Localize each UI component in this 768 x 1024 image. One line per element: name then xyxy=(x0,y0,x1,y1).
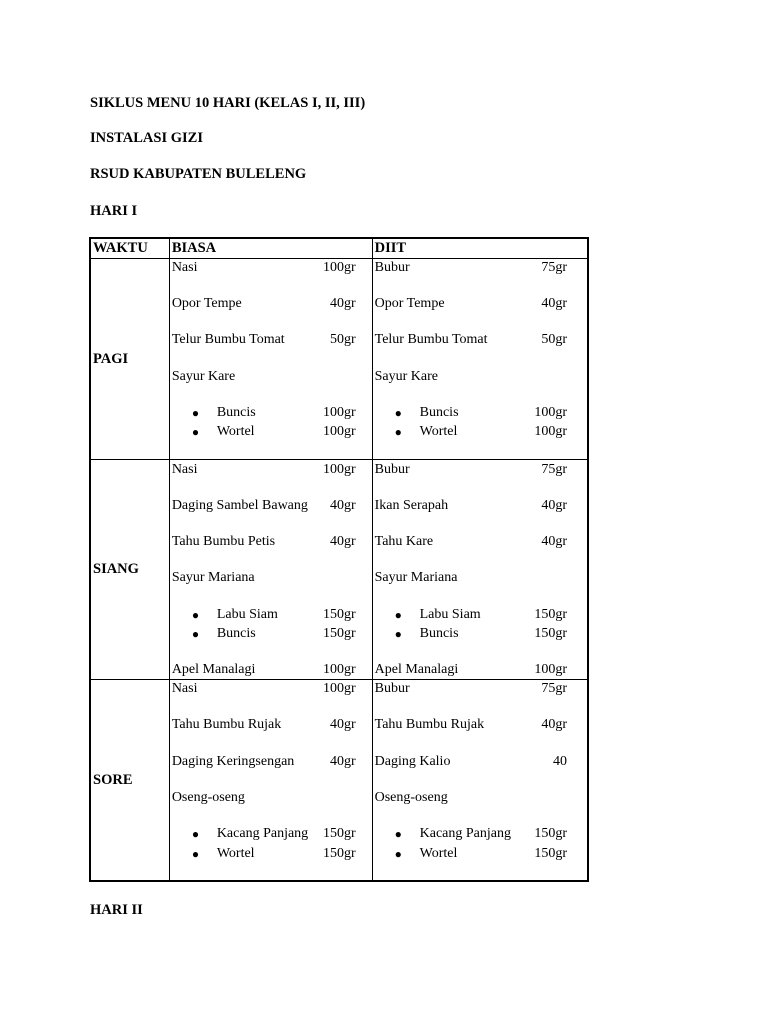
hospital-name: RSUD KABUPATEN BULELENG xyxy=(90,166,307,182)
biasa-siang-item-name: Sayur Mariana xyxy=(171,570,255,585)
diit-siang-item-name: Labu Siam xyxy=(419,607,481,622)
diit-sore-item-name: Kacang Panjang xyxy=(419,826,511,841)
table-row-sore xyxy=(90,680,588,882)
diit-pagi-item-qty: 100gr xyxy=(534,424,567,439)
header-diit: DIIT xyxy=(372,238,588,259)
biasa-pagi-item-name: Nasi xyxy=(171,260,198,275)
diit-sore-item-name: Tahu Bumbu Rujak xyxy=(374,717,485,732)
biasa-sore-item-qty: 40gr xyxy=(329,717,356,732)
biasa-sore-item-name: Kacang Panjang xyxy=(216,826,309,841)
diit-siang-item-qty: 100gr xyxy=(534,662,567,677)
waktu-pagi: PAGI xyxy=(90,259,169,460)
biasa-siang-item-name: Tahu Bumbu Petis xyxy=(171,534,276,549)
diit-pagi-item-qty: 100gr xyxy=(534,405,567,420)
diit-sore-item-qty: 40 xyxy=(553,754,567,769)
biasa-siang-item-name: Daging Sambel Bawang xyxy=(171,498,308,513)
biasa-siang-item-qty: 40gr xyxy=(329,498,356,513)
diit-siang-item-qty: 150gr xyxy=(534,607,567,622)
diit-pagi-item-name: Sayur Kare xyxy=(374,369,438,384)
biasa-siang-item-qty: 100gr xyxy=(322,662,356,677)
biasa-siang-item-name: Labu Siam xyxy=(216,607,278,622)
diit-pagi-item-qty: 75gr xyxy=(541,260,567,275)
diit-pagi-item-name: Opor Tempe xyxy=(374,296,445,311)
diit-sore-item-qty: 40gr xyxy=(541,717,567,732)
biasa-sore-item-name: Tahu Bumbu Rujak xyxy=(171,717,282,732)
biasa-pagi-item-qty: 100gr xyxy=(322,405,356,420)
diit-siang-item-name: Bubur xyxy=(374,462,410,477)
biasa-sore-item-name: Daging Keringsengan xyxy=(171,754,295,769)
diit-sore-item-name: Bubur xyxy=(374,681,410,696)
bullet-icon: ● xyxy=(191,425,200,439)
bullet-icon: ● xyxy=(394,608,402,622)
diit-siang-item-name: Tahu Kare xyxy=(374,534,434,549)
biasa-sore-item-name: Oseng-oseng xyxy=(171,790,245,805)
diit-pagi-item-name: Wortel xyxy=(419,424,458,439)
diit-siang-item-name: Sayur Mariana xyxy=(374,570,458,585)
biasa-pagi-item-name: Sayur Kare xyxy=(171,369,236,384)
biasa-pagi-item-name: Buncis xyxy=(216,405,256,420)
bullet-icon: ● xyxy=(394,827,402,841)
bullet-icon: ● xyxy=(191,406,200,420)
biasa-pagi-item-qty: 100gr xyxy=(322,260,356,275)
bullet-icon: ● xyxy=(191,608,200,622)
biasa-sore-item-name: Wortel xyxy=(216,846,255,861)
biasa-siang-item-name: Nasi xyxy=(171,462,198,477)
biasa-sore-item-qty: 150gr xyxy=(322,826,356,841)
diit-siang-item-name: Apel Manalagi xyxy=(374,662,459,677)
biasa-siang-item-qty: 150gr xyxy=(322,626,356,641)
biasa-pagi-cell xyxy=(169,259,372,460)
header-biasa: BIASA xyxy=(169,238,372,259)
menu-table xyxy=(89,237,589,882)
table-row-siang xyxy=(90,460,588,680)
biasa-pagi-item-qty: 50gr xyxy=(329,332,356,347)
biasa-sore-item-name: Nasi xyxy=(171,681,198,696)
biasa-siang-item-name: Apel Manalagi xyxy=(171,662,256,677)
diit-siang-cell xyxy=(372,460,588,680)
biasa-pagi-item-name: Telur Bumbu Tomat xyxy=(171,332,285,347)
biasa-pagi-item-name: Wortel xyxy=(216,424,255,439)
diit-sore-item-name: Daging Kalio xyxy=(374,754,451,769)
bullet-icon: ● xyxy=(191,847,200,861)
institution-name: INSTALASI GIZI xyxy=(90,130,203,146)
biasa-sore-item-qty: 40gr xyxy=(329,754,356,769)
bullet-icon: ● xyxy=(394,425,402,439)
biasa-siang-item-qty: 150gr xyxy=(322,607,356,622)
diit-sore-item-qty: 150gr xyxy=(534,826,567,841)
diit-siang-item-name: Ikan Serapah xyxy=(374,498,449,513)
header-waktu: WAKTU xyxy=(90,238,169,259)
biasa-sore-item-qty: 150gr xyxy=(322,846,356,861)
table-header-row xyxy=(90,238,588,259)
biasa-siang-item-name: Buncis xyxy=(216,626,256,641)
bullet-icon: ● xyxy=(191,827,200,841)
bullet-icon: ● xyxy=(191,627,200,641)
bullet-icon: ● xyxy=(394,627,402,641)
diit-siang-item-qty: 40gr xyxy=(541,534,567,549)
diit-siang-item-qty: 40gr xyxy=(541,498,567,513)
table-row-pagi xyxy=(90,259,588,460)
day-heading-1: HARI I xyxy=(90,203,138,219)
diit-sore-cell xyxy=(372,680,588,882)
diit-pagi-item-name: Bubur xyxy=(374,260,410,275)
diit-sore-item-qty: 75gr xyxy=(541,681,567,696)
diit-pagi-item-name: Buncis xyxy=(419,405,459,420)
day-heading-2: HARI II xyxy=(90,902,143,918)
waktu-siang: SIANG xyxy=(90,460,169,680)
diit-siang-item-name: Buncis xyxy=(419,626,459,641)
bullet-icon: ● xyxy=(394,406,402,420)
diit-pagi-item-name: Telur Bumbu Tomat xyxy=(374,332,488,347)
diit-sore-item-name: Oseng-oseng xyxy=(374,790,448,805)
bullet-icon: ● xyxy=(394,847,402,861)
diit-pagi-item-qty: 50gr xyxy=(541,332,567,347)
biasa-siang-item-qty: 100gr xyxy=(322,462,356,477)
biasa-siang-cell xyxy=(169,460,372,680)
diit-siang-item-qty: 150gr xyxy=(534,626,567,641)
document-title: SIKLUS MENU 10 HARI (KELAS I, II, III) xyxy=(90,95,366,111)
diit-pagi-cell xyxy=(372,259,588,460)
biasa-siang-item-qty: 40gr xyxy=(329,534,356,549)
biasa-sore-cell xyxy=(169,680,372,882)
biasa-sore-item-qty: 100gr xyxy=(322,681,356,696)
biasa-pagi-item-qty: 40gr xyxy=(329,296,356,311)
diit-siang-item-qty: 75gr xyxy=(541,462,567,477)
biasa-pagi-item-name: Opor Tempe xyxy=(171,296,242,311)
biasa-pagi-item-qty: 100gr xyxy=(322,424,356,439)
diit-sore-item-name: Wortel xyxy=(419,846,458,861)
waktu-sore: SORE xyxy=(90,680,169,882)
diit-sore-item-qty: 150gr xyxy=(534,846,567,861)
diit-pagi-item-qty: 40gr xyxy=(541,296,567,311)
